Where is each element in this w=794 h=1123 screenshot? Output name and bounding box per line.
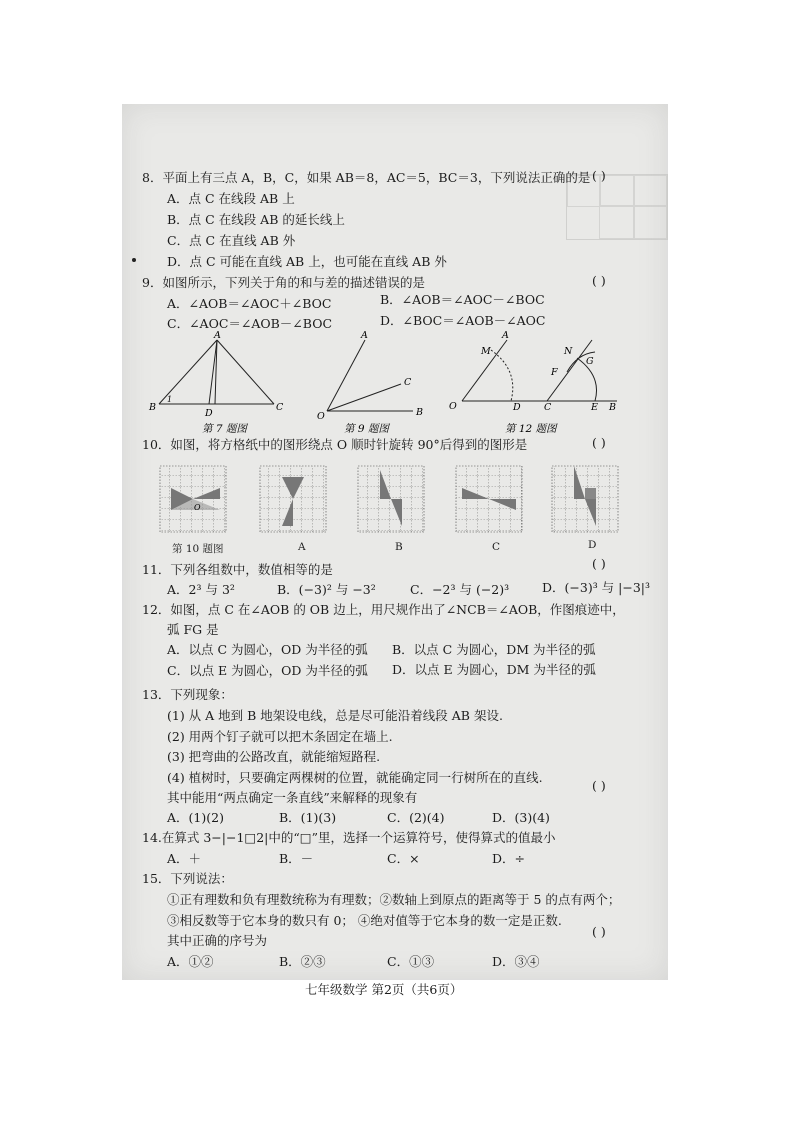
q12-stem: 12．如图，点 C 在∠AOB 的 OB 边上，用尺规作出了∠NCB＝∠AOB，作图痕迹中， (142, 602, 625, 617)
q12-option-d: D．以点 E 为圆心，DM 为半径的弧 (392, 662, 596, 677)
q15-stem: 15．下列说法： (142, 871, 233, 886)
q8-answer-paren: ( ) (592, 168, 606, 183)
fig9-label-b: B (416, 407, 423, 418)
q10-option-d-grid (552, 466, 618, 532)
fig7-label-c: C (276, 402, 284, 413)
q8-option-b: B．点 C 在线段 AB 的延长线上 (167, 212, 345, 227)
q12-option-a: A．以点 C 为圆心，OD 为半径的弧 (167, 642, 368, 657)
q8-option-a: A．点 C 在线段 AB 上 (167, 191, 295, 206)
fig12-label-f: F (551, 367, 558, 378)
fig7-label-b: B (149, 402, 156, 413)
q13-answer-paren: ( ) (592, 778, 606, 793)
q10-caption-b: B (395, 541, 403, 553)
q15-item-1: ①正有理数和负有理数统称为有理数；②数轴上到原点的距离等于 5 的点有两个； (167, 892, 621, 907)
fig7-label-1: 1 (167, 395, 173, 404)
figure-7-triangle (159, 340, 274, 404)
q15-answer-paren: ( ) (592, 924, 606, 939)
fig12-label-e: E (591, 402, 598, 413)
q14-option-d: D．÷ (492, 851, 525, 866)
fig12-label-g: G (586, 356, 594, 367)
q9-stem: 9．如图所示，下列关于角的和与差的描述错误的是 (142, 275, 425, 290)
q13-stem: 13．下列现象： (142, 687, 233, 702)
q10-stem: 10．如图，将方格纸中的图形绕点 O 顺时针旋转 90°后得到的图形是 (142, 437, 528, 452)
q13-item-4: (4) 植树时，只要确定两棵树的位置，就能确定同一行树所在的直线. (167, 770, 543, 785)
q8-stem: 8．平面上有三点 A，B，C，如果 AB＝8，AC＝5，BC＝3，下列说法正确的是 (142, 170, 591, 185)
q11-stem: 11．下列各组数中，数值相等的是 (142, 562, 333, 577)
q15-question: 其中正确的序号为 (167, 933, 268, 948)
fig12-label-c: C (544, 402, 552, 413)
q10-original-grid (160, 466, 226, 532)
q10-caption-a: A (298, 541, 306, 553)
fig9-label-c: C (404, 377, 412, 388)
fig12-caption: 第 12 题图 (505, 423, 557, 435)
q15-item-2: ③相反数等于它本身的数只有 0； ④绝对值等于它本身的数一定是正数. (167, 913, 562, 928)
q12-option-c: C．以点 E 为圆心，OD 为半径的弧 (167, 663, 368, 678)
q14-option-b: B．－ (279, 851, 314, 866)
q10-option-b-grid (358, 466, 424, 532)
fig12-label-d: D (513, 402, 521, 413)
q11-option-a: A．2³ 与 3² (167, 582, 235, 597)
q12-stem-line2: 弧 FG 是 (167, 622, 219, 637)
q10-option-c-grid (456, 466, 522, 532)
stray-dot (132, 258, 136, 262)
q9-option-c: C．∠AOC＝∠AOB－∠BOC (167, 316, 333, 331)
q10-option-a-grid (260, 466, 326, 532)
fig12-label-m: M (481, 346, 491, 357)
q13-item-3: (3) 把弯曲的公路改直，就能缩短路程. (167, 749, 381, 764)
q10-center-label: O (194, 503, 201, 512)
q14-stem: 14.在算式 3−|−1□2|中的“□”里，选择一个运算符号，使得算式的值最小 (142, 830, 556, 845)
q15-option-d: D．③④ (492, 954, 540, 969)
q10-answer-paren: ( ) (592, 435, 606, 450)
figures-row (147, 330, 667, 436)
q11-option-c: C．−2³ 与 (−2)³ (410, 582, 510, 597)
q8-option-c: C．点 C 在直线 AB 外 (167, 233, 296, 248)
q13-item-2: (2) 用两个钉子就可以把木条固定在墙上. (167, 729, 393, 744)
q9-option-a: A．∠AOB＝∠AOC＋∠BOC (167, 296, 332, 311)
page-footer: 七年级数学 第2页（共6页） (305, 982, 463, 997)
figure-9-angles (327, 340, 413, 411)
q10-grids (158, 464, 628, 534)
fig12-label-n: N (564, 346, 573, 357)
q13-option-b: B．(1)(3) (279, 810, 337, 825)
fig9-label-a: A (361, 330, 368, 341)
fig12-label-a: A (502, 330, 509, 341)
q9-option-d: D．∠BOC＝∠AOB－∠AOC (380, 313, 546, 328)
fig7-caption: 第 7 题图 (202, 423, 247, 435)
q15-option-b: B．②③ (279, 954, 326, 969)
q14-option-c: C．× (387, 851, 420, 866)
q10-caption-c: C (492, 541, 501, 553)
q13-item-1: (1) 从 A 地到 B 地架设电线，总是尽可能沿着线段 AB 架设. (167, 708, 503, 723)
q10-caption-figure: 第 10 题图 (172, 543, 224, 555)
q8-option-d: D．点 C 可能在直线 AB 上，也可能在直线 AB 外 (167, 254, 447, 269)
exam-page (122, 104, 668, 997)
q11-answer-paren: ( ) (592, 556, 606, 571)
q13-question: 其中能用“两点确定一条直线”来解释的现象有 (167, 790, 418, 805)
q13-option-a: A．(1)(2) (167, 810, 224, 825)
fig12-label-o: O (449, 401, 457, 412)
fig7-label-a: A (214, 330, 221, 341)
q11-option-b: B．(−3)² 与 −3² (277, 582, 376, 597)
q9-option-b: B．∠AOB＝∠AOC－∠BOC (380, 292, 545, 307)
fig12-label-b: B (609, 402, 616, 413)
q15-option-c: C．①③ (387, 954, 435, 969)
fig7-label-d: D (205, 408, 213, 419)
q14-option-a: A．＋ (167, 851, 202, 866)
q11-option-d: D．(−3)³ 与 |−3|³ (542, 580, 651, 595)
q12-option-b: B．以点 C 为圆心，DM 为半径的弧 (392, 642, 596, 657)
q15-option-a: A．①② (167, 954, 214, 969)
q10-caption-d: D (588, 539, 597, 551)
fig9-label-o: O (317, 411, 325, 422)
fig9-caption: 第 9 题图 (344, 423, 389, 435)
q13-option-d: D．(3)(4) (492, 810, 550, 825)
q13-option-c: C．(2)(4) (387, 810, 445, 825)
q9-answer-paren: ( ) (592, 273, 606, 288)
